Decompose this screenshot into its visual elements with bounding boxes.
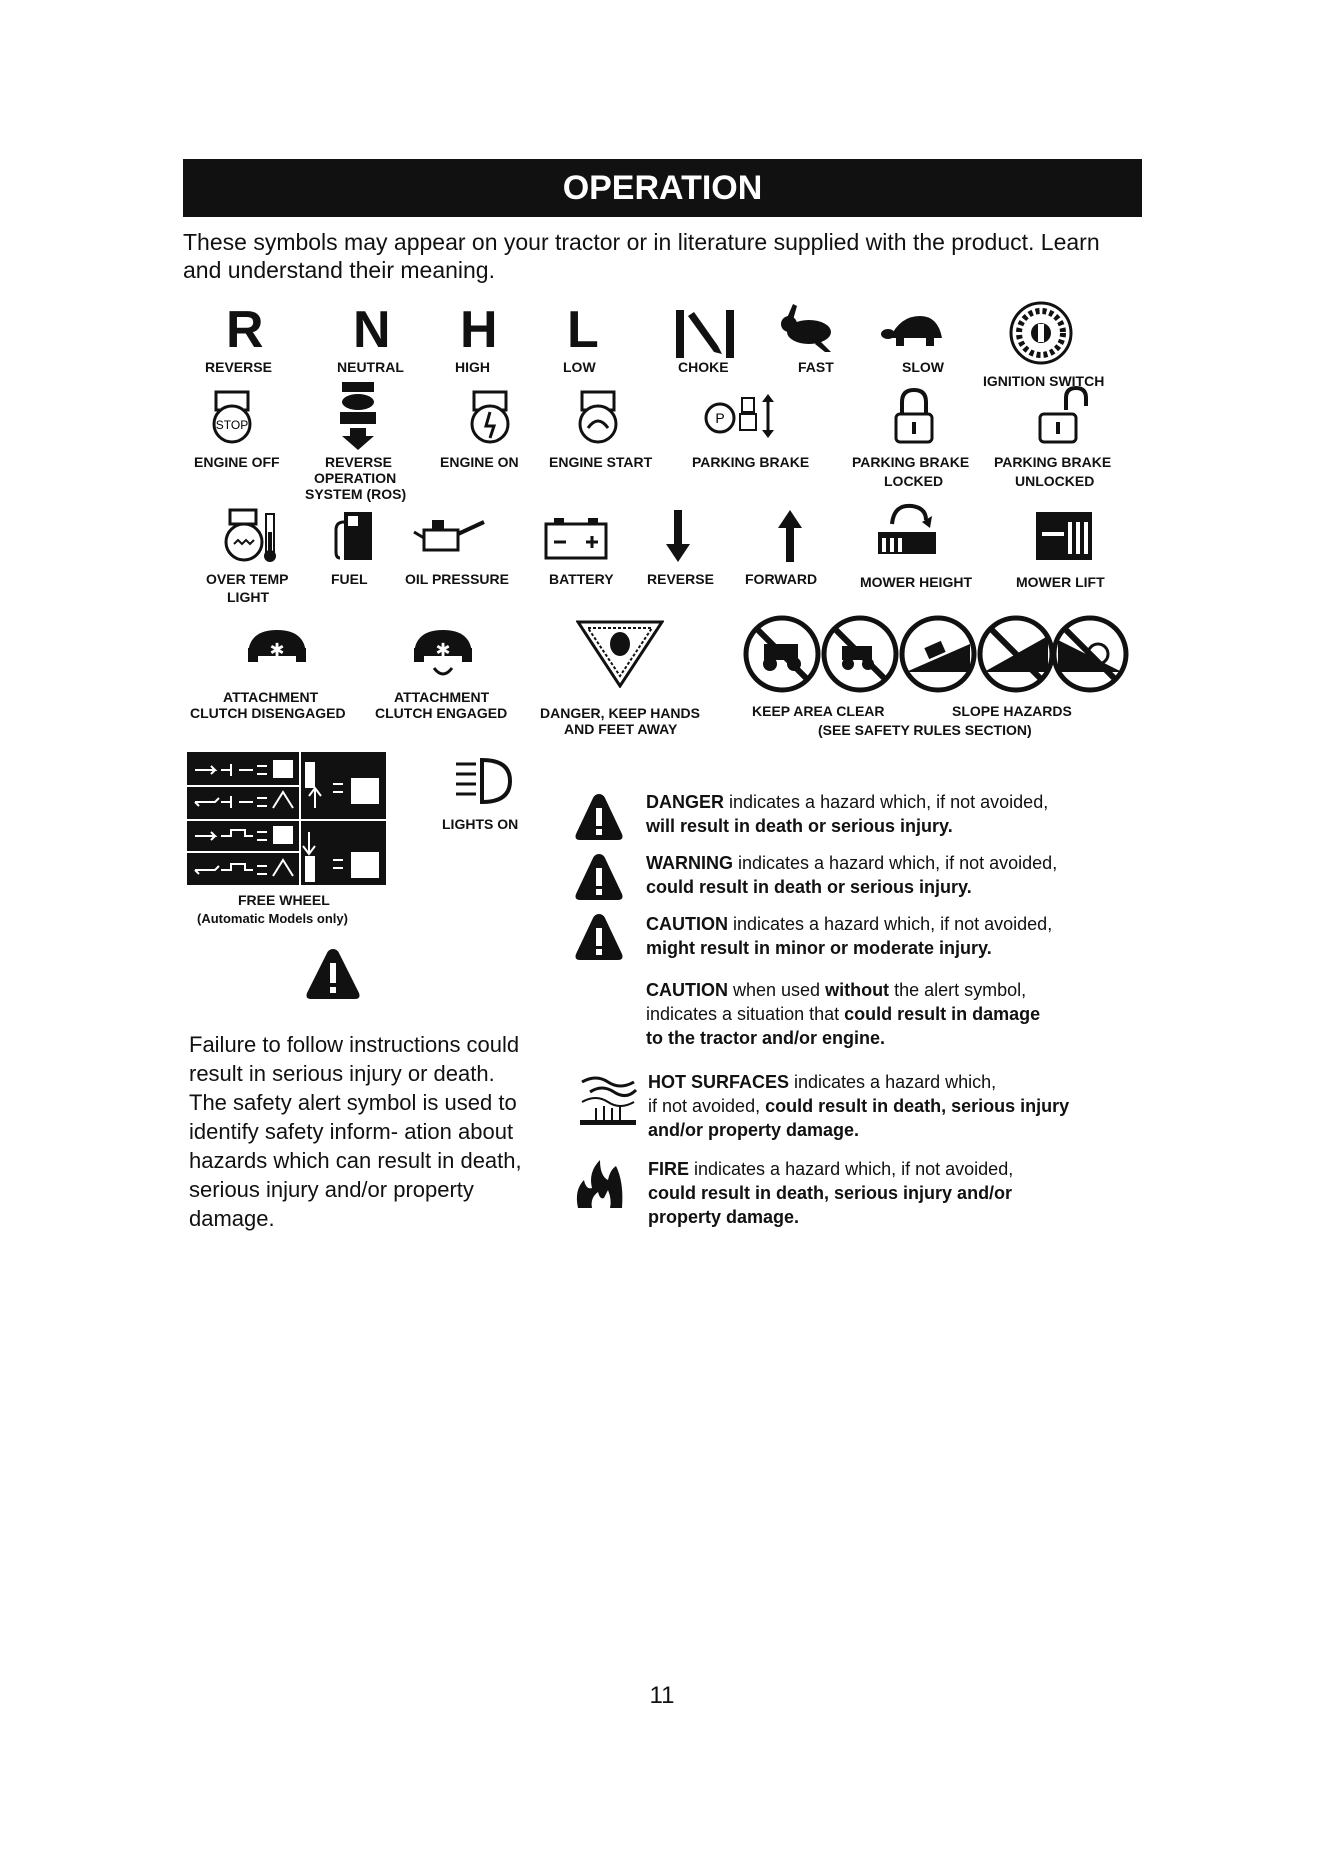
label-engine-on: ENGINE ON <box>440 454 519 470</box>
svg-text:✱: ✱ <box>269 640 285 660</box>
label-battery: BATTERY <box>549 571 614 587</box>
label-forward-arrow: FORWARD <box>745 571 818 587</box>
label-clutch-disengaged-2: CLUTCH DISENGAGED <box>190 705 346 721</box>
danger-definition: DANGER indicates a hazard which, if not avoided, will result in death or serious injury. <box>646 792 1049 836</box>
label-clutch-engaged-2: CLUTCH ENGAGED <box>375 705 508 721</box>
choke-icon <box>670 306 740 362</box>
page-title: OPERATION <box>183 159 1142 217</box>
label-mower-lift: MOWER LIFT <box>1016 574 1105 590</box>
no-children-icon-2 <box>824 618 896 690</box>
label-low: LOW <box>563 359 596 375</box>
label-lights-on: LIGHTS ON <box>442 816 519 832</box>
mower-lift-icon <box>1034 510 1094 562</box>
reverse-letter: R <box>226 301 264 359</box>
slope-hazard-icon-3 <box>1054 618 1126 690</box>
attachment-clutch-disengaged-icon <box>244 626 310 666</box>
label-mower-height: MOWER HEIGHT <box>860 574 972 590</box>
slope-hazard-icon-2 <box>980 618 1052 690</box>
slope-hazard-icon-1 <box>902 618 974 690</box>
label-ignition-switch: IGNITION SWITCH <box>983 373 1105 389</box>
ignition-switch-icon <box>1008 300 1074 366</box>
battery-icon <box>544 516 610 560</box>
label-over-temp-1: OVER TEMP <box>206 571 289 587</box>
label-choke: CHOKE <box>678 359 729 375</box>
label-ros-2: OPERATION <box>314 470 397 486</box>
failure-warning-text: Failure to follow instructions could result in serious injury or death. The safety alert symbol is used to identify safety inform- ation about hazards which can result in death, serious injury and/or property damage. <box>189 1032 522 1231</box>
engine-start-icon <box>572 388 624 446</box>
label-neutral: NEUTRAL <box>337 359 404 375</box>
label-see-safety-rules: (SEE SAFETY RULES SECTION) <box>818 722 1032 738</box>
forward-arrow-icon <box>776 508 804 564</box>
label-reverse-arrow: REVERSE <box>647 571 714 587</box>
hot-surfaces-definition: HOT SURFACES indicates a hazard which, if not avoided, could result in death, serious injury and/or property damage. <box>648 1072 1070 1140</box>
label-engine-start: ENGINE START <box>549 454 653 470</box>
hot-surfaces-icon <box>576 1068 640 1126</box>
rabbit-fast-icon <box>775 300 839 356</box>
caution-without-symbol-definition: CAUTION when used without the alert symbol, indicates a situation that could result in damage to the tractor and/or engine. <box>646 980 1041 1048</box>
keep-area-clear-slope-hazards-icons <box>740 614 1130 694</box>
reverse-operation-system-icon <box>328 382 388 450</box>
label-fuel: FUEL <box>331 571 368 587</box>
caution-alert-icon <box>574 912 624 962</box>
safety-alert-icon <box>305 945 361 1001</box>
label-parking-brake-locked-2: LOCKED <box>884 473 944 489</box>
label-over-temp-2: LIGHT <box>227 589 269 605</box>
intro-text: These symbols may appear on your tractor or in literature supplied with the product. Learn and understand their meaning. <box>183 229 1100 283</box>
svg-text:P: P <box>715 410 725 426</box>
engine-on-icon <box>464 388 516 446</box>
label-parking-brake-locked-1: PARKING BRAKE <box>852 454 970 470</box>
label-slope-hazards: SLOPE HAZARDS <box>952 703 1072 719</box>
over-temp-icon <box>222 508 282 564</box>
label-high: HIGH <box>455 359 490 375</box>
label-reverse: REVERSE <box>205 359 272 375</box>
neutral-letter: N <box>353 301 391 359</box>
reverse-arrow-icon <box>664 508 692 564</box>
caution-definition: CAUTION indicates a hazard which, if not avoided, might result in minor or moderate injury. <box>646 914 1053 958</box>
stop-text: STOP <box>215 418 249 432</box>
free-wheel-title: FREE WHEEL <box>238 892 330 908</box>
label-keep-area-clear: KEEP AREA CLEAR <box>752 703 885 719</box>
padlock-unlocked-icon <box>1036 386 1090 446</box>
svg-text:✱: ✱ <box>435 640 451 660</box>
danger-keep-hands-feet-away-icon <box>576 618 664 688</box>
headlight-icon <box>452 756 514 806</box>
label-engine-off: ENGINE OFF <box>194 454 280 470</box>
label-slow: SLOW <box>902 359 944 375</box>
warning-alert-icon <box>574 852 624 902</box>
turtle-slow-icon <box>880 312 950 348</box>
attachment-clutch-engaged-icon <box>410 626 476 682</box>
label-fast: FAST <box>798 359 834 375</box>
label-parking-brake-unlocked-2: UNLOCKED <box>1015 473 1095 489</box>
warning-definition: WARNING indicates a hazard which, if not avoided, could result in death or serious injury. <box>646 853 1058 897</box>
oil-can-icon <box>410 514 490 554</box>
label-keep-hands-1: DANGER, KEEP HANDS <box>540 705 700 721</box>
fuel-icon <box>332 508 380 564</box>
free-wheel-subtitle: (Automatic Models only) <box>197 911 348 926</box>
page-number: 11 <box>649 1682 675 1709</box>
fire-icon <box>572 1154 628 1212</box>
label-clutch-disengaged-1: ATTACHMENT <box>223 689 319 705</box>
engine-off-icon <box>206 388 258 446</box>
fire-definition: FIRE indicates a hazard which, if not avoided, could result in death, serious injury and/or property damage. <box>648 1159 1014 1227</box>
high-letter: H <box>460 301 498 359</box>
mower-height-icon <box>872 498 942 560</box>
parking-brake-icon <box>700 392 780 440</box>
danger-alert-icon <box>574 792 624 842</box>
label-ros-1: REVERSE <box>325 454 392 470</box>
label-ros-3: SYSTEM (ROS) <box>305 486 407 502</box>
low-letter: L <box>567 301 599 359</box>
label-parking-brake-unlocked-1: PARKING BRAKE <box>994 454 1112 470</box>
padlock-locked-icon <box>892 388 936 446</box>
label-oil-pressure: OIL PRESSURE <box>405 571 509 587</box>
label-keep-hands-2: AND FEET AWAY <box>564 721 678 737</box>
free-wheel-icon <box>187 752 386 886</box>
label-parking-brake: PARKING BRAKE <box>692 454 810 470</box>
no-people-icon-1 <box>746 618 818 690</box>
label-clutch-engaged-1: ATTACHMENT <box>394 689 490 705</box>
